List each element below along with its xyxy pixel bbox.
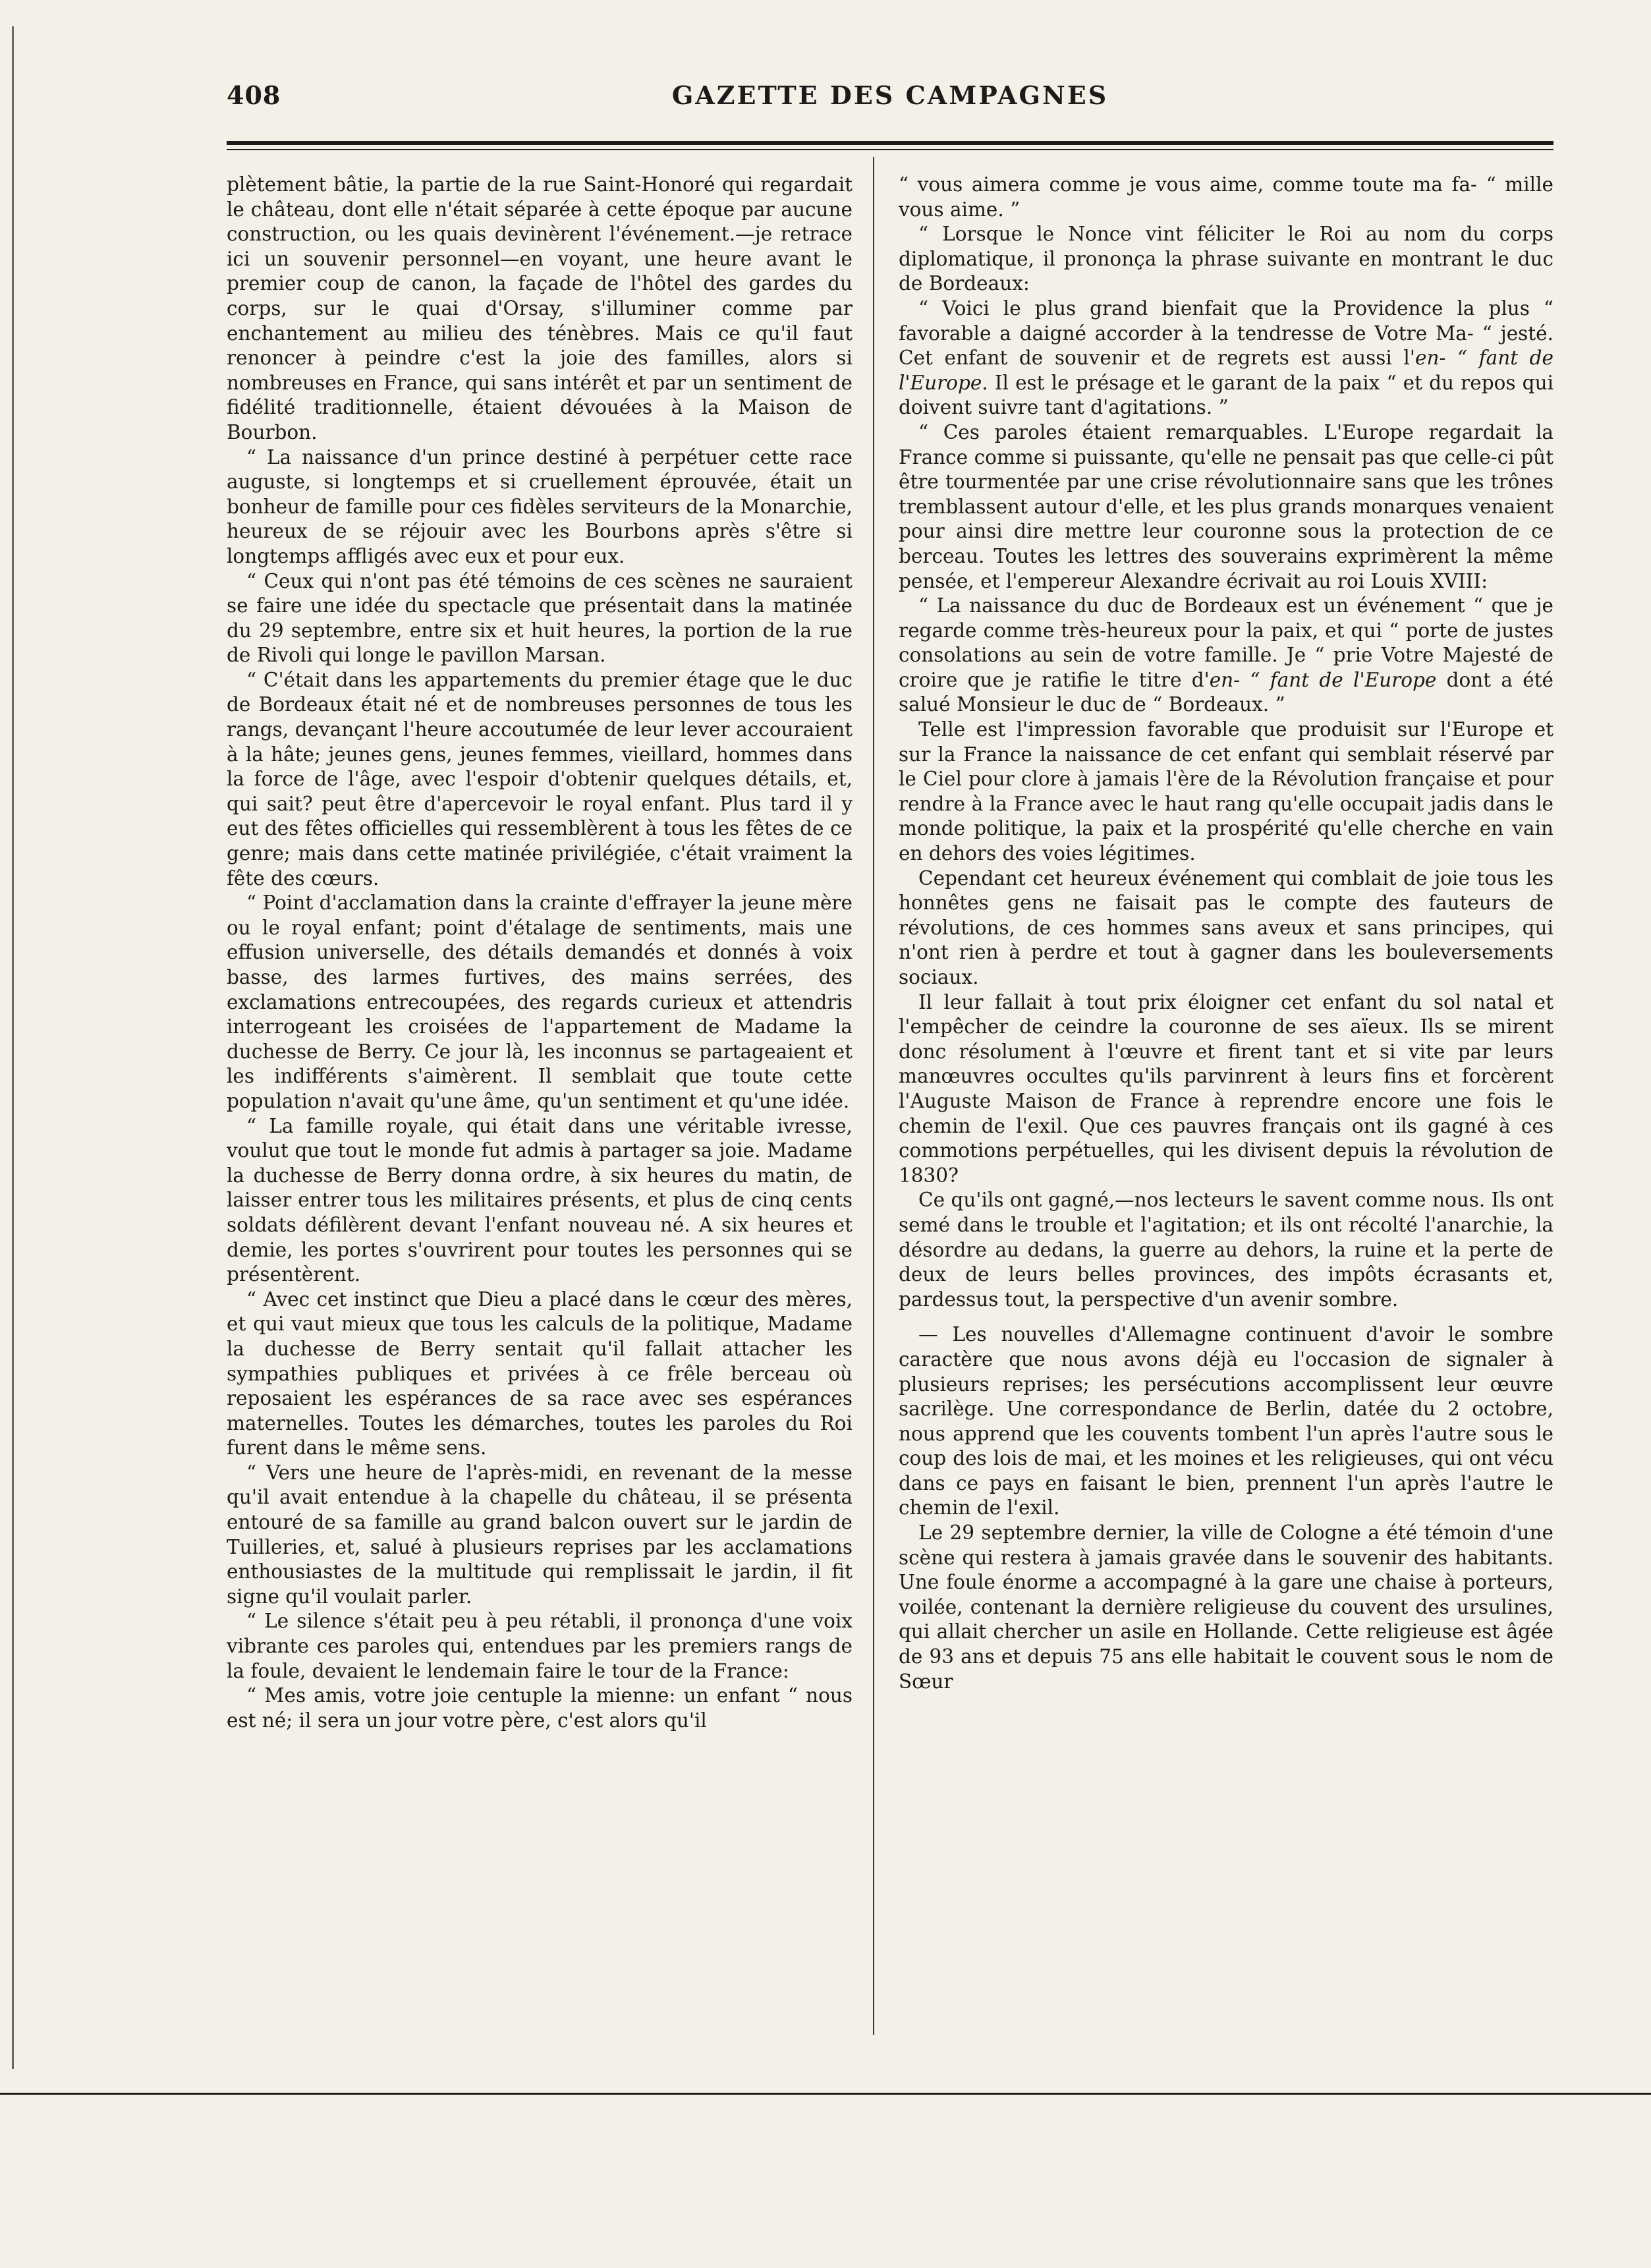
bottom-rule — [0, 2093, 1651, 2095]
paragraph: “ Le silence s'était peu à peu rétabli, il prononça d'une voix vibrante ces paroles qui, entendues par les premiers rangs de la foule, devaient le lendemain faire le tour de la France: — [227, 1610, 853, 1682]
quote-text: “ La naissance du duc de Bordeaux est un événement “ que je regarde comme très-heureux pour la paix, et qui “ porte de justes consolations au sein de votre famille. Je “ prie Votre Majesté de croire que je ratifie le titre d' — [899, 594, 1553, 691]
paragraph: Cependant cet heureux événement qui comblait de joie tous les honnêtes gens ne faisait pas le compte des fauteurs de révolutions, de ces hommes sans aveux et sans principes, qui n'ont rien à perdre et tout à gagner dans les bouleversements sociaux. — [899, 866, 1553, 988]
paragraph: “ Mes amis, votre joie centuple la mienne: un enfant “ nous est né; il sera un jour votre père, c'est alors qu'il — [227, 1684, 853, 1732]
quote-italic: en- “ fant de l'Europe — [1209, 668, 1437, 691]
news-paragraph: — Les nouvelles d'Allemagne continuent d'avoir le sombre caractère que nous avons déjà eu l'occasion de signaler à plusieurs reprises; les persécutions accomplissent leur œuvre sacrilège. Une correspondance de Berlin, datée du 2 octobre, nous apprend que les couvents tombent l'un après l'autre sous le coup des lois de mai, et les moines et les religieuses, qui ont vécu dans ce pays en faisant le bien, prennent l'un après l'autre le chemin de l'exil. — [899, 1323, 1553, 1519]
page-edge-shadow — [12, 26, 14, 2069]
page-number: 408 — [227, 80, 281, 110]
column-divider — [873, 157, 874, 2035]
paragraph: “ Ceux qui n'ont pas été témoins de ces scènes ne sauraient se faire une idée du spectacle que présentait dans la matinée du 29 septembre, entre six et huit heures, la portion de la rue de Rivoli qui longe le pavillon Marsan. — [227, 569, 853, 667]
paragraph: “ Vers une heure de l'après-midi, en revenant de la messe qu'il avait entendue à la chapelle du château, il se présenta entouré de sa famille au grand balcon ouvert sur le jardin de Tuilleries, et, salué à plusieurs reprises par les acclamations enthousiastes de la multitude qui remplissait le jardin, il fit signe qu'il voulait parler. — [227, 1461, 853, 1608]
paragraph: “ Lorsque le Nonce vint féliciter le Roi au nom du corps diplomatique, il prononça la phrase suivante en montrant le duc de Bordeaux: — [899, 223, 1553, 295]
quoted-paragraph — [899, 297, 1553, 420]
quote-text: Il est le présage et le garant de la paix “ et du repos qui doivent suivre tant d'agitations. ” — [899, 371, 1553, 419]
quote-text: “ Voici le plus grand bienfait que la Providence la plus “ favorable a daigné accorder à la tendresse de Votre Ma- “ jesté. Cet enfant de souvenir et de regrets est aussi l' — [899, 297, 1553, 370]
paragraph: Il leur fallait à tout prix éloigner cet enfant du sol natal et l'empêcher de ceindre la couronne de ses aïeux. Ils se mirent donc résolument à l'œuvre et firent tant et si vite par leurs manœuvres occultes qu'ils parvinrent à leurs fins et forcèrent l'Auguste Maison de France à reprendre encore une fois le chemin de l'exil. Que ces pauvres français ont ils gagné à ces commotions perpétuelles, qui les divisent depuis la révolution de 1830? — [899, 990, 1553, 1187]
quoted-paragraph — [899, 594, 1553, 718]
header-rule — [227, 141, 1553, 145]
left-column — [227, 173, 853, 2268]
paragraph: Telle est l'impression favorable que produisit sur l'Europe et sur la France la naissance de cet enfant qui semblait réservé par le Ciel pour clore à jamais l'ère de la Révolution française et pour rendre à la France avec le haut rang qu'elle occupait jadis dans le monde politique, la paix et la prospérité qu'elle cherche en vain en dehors des voies légitimes. — [899, 718, 1553, 865]
page-header — [227, 80, 1553, 117]
paragraph: “ La famille royale, qui était dans une véritable ivresse, voulut que tout le monde fut admis à partager sa joie. Madame la duchesse de Berry donna ordre, à six heures du matin, de laisser entrer tous les militaires présents, et plus de cinq cents soldats défilèrent devant l'enfant nouveau né. A six heures et demie, les portes s'ouvrirent pour toutes les personnes qui se présentèrent. — [227, 1114, 853, 1286]
paragraph: Le 29 septembre dernier, la ville de Cologne a été témoin d'une scène qui restera à jamais gravée dans le souvenir des habitants. Une foule énorme a accompagné à la gare une chaise à porteurs, voilée, contenant la dernière religieuse du couvent des ursulines, qui allait chercher un asile en Hollande. Cette religieuse est âgée de 93 ans et depuis 75 ans elle habitait le couvent sous le nom de Sœur — [899, 1521, 1553, 1693]
paragraph: “ C'était dans les appartements du premier étage que le duc de Bordeaux était né et de nombreuses personnes de tous les rangs, devançant l'heure accoutumée de leur lever accouraient à la hâte; jeunes gens, jeunes femmes, vieillard, hommes dans la force de l'âge, avec l'espoir d'obtenir quelques détails, et, qui sait? peut être d'apercevoir le royal enfant. Plus tard il y eut des fêtes officielles qui ressemblèrent à tous les fêtes de ce genre; mais dans cette matinée privilégiée, c'était vraiment la fête des cœurs. — [227, 668, 853, 890]
paragraph: “ Point d'acclamation dans la crainte d'effrayer la jeune mère ou le royal enfant; point d'étalage de sentiments, mais une effusion universelle, des détails demandés et donnés à voix basse, des larmes furtives, des mains serrées, des exclamations entrecoupées, des regards curieux et attendris interrogeant les croisées de l'appartement de Madame la duchesse de Berry. Ce jour là, les inconnus se partageaient et les indifférents s'aimèrent. Il semblait que toute cette population n'avait qu'une âme, qu'un sentiment et qu'une idée. — [227, 892, 853, 1112]
paragraph: “ vous aimera comme je vous aime, comme toute ma fa- “ mille vous aime. ” — [899, 173, 1553, 221]
header-rule-thin — [227, 149, 1553, 150]
paragraph: “ Ces paroles étaient remarquables. L'Europe regardait la France comme si puissante, qu'elle ne pensait pas que celle-ci pût être tourmentée par une crise révolutionnaire sans que les trônes tremblassent autour d'elle, et les plus grands monarques venaient pour ainsi dire mettre leur couronne sous la protection de ce berceau. Toutes les lettres des souverains exprimèrent la même pensée, et l'empereur Alexandre écrivait au roi Louis XVIII: — [899, 420, 1553, 592]
paragraph: “ Avec cet instinct que Dieu a placé dans le cœur des mères, et qui vaut mieux que tous les calculs de la politique, Madame la duchesse de Berry sentait qu'il fallait attacher les sympathies publiques et privées à ce frêle berceau où reposaient les espérances de sa race avec ses espérances maternelles. Toutes les démarches, toutes les paroles du Roi furent dans le même sens. — [227, 1288, 853, 1460]
paragraph: “ La naissance d'un prince destiné à perpétuer cette race auguste, si longtemps et si cruellement éprouvée, était un bonheur de famille pour ces fidèles serviteurs de la Monarchie, heureux de se réjouir avec les Bourbons après s'être si longtemps affligés avec eux et pour eux. — [227, 445, 853, 567]
quote-text: dont a été salué Monsieur le duc de “ Bordeaux. ” — [899, 668, 1553, 716]
paragraph: Ce qu'ils ont gagné,—nos lecteurs le savent comme nous. Ils ont semé dans le trouble et l'agitation; et ils ont récolté l'anarchie, la désordre au dedans, la guerre au dehors, la ruine et la perte de deux de leurs belles provinces, des impôts écrasants et, pardessus tout, la perspective d'un avenir sombre. — [899, 1189, 1553, 1311]
quote-italic: en- “ fant de l'Europe. — [899, 347, 1553, 394]
paragraph: plètement bâtie, la partie de la rue Saint-Honoré qui regardait le château, dont elle n'était séparée à cette époque par aucune construction, ou les quais devinèrent l'événement.—je retrace ici un souvenir personnel—en voyant, une heure avant le premier coup de canon, la façade de l'hôtel des gardes du corps, sur le quai d'Orsay, s'illuminer comme par enchantement au milieu des ténèbres. Mais ce qu'il faut renoncer à peindre c'est la joie des familles, alors si nombreuses en France, qui sans intérêt et par un sentiment de fidélité traditionnelle, étaient dévouées à la Maison de Bourbon. — [227, 173, 853, 443]
right-column — [899, 173, 1553, 2268]
running-head: GAZETTE DES CAMPAGNES — [671, 80, 1109, 110]
